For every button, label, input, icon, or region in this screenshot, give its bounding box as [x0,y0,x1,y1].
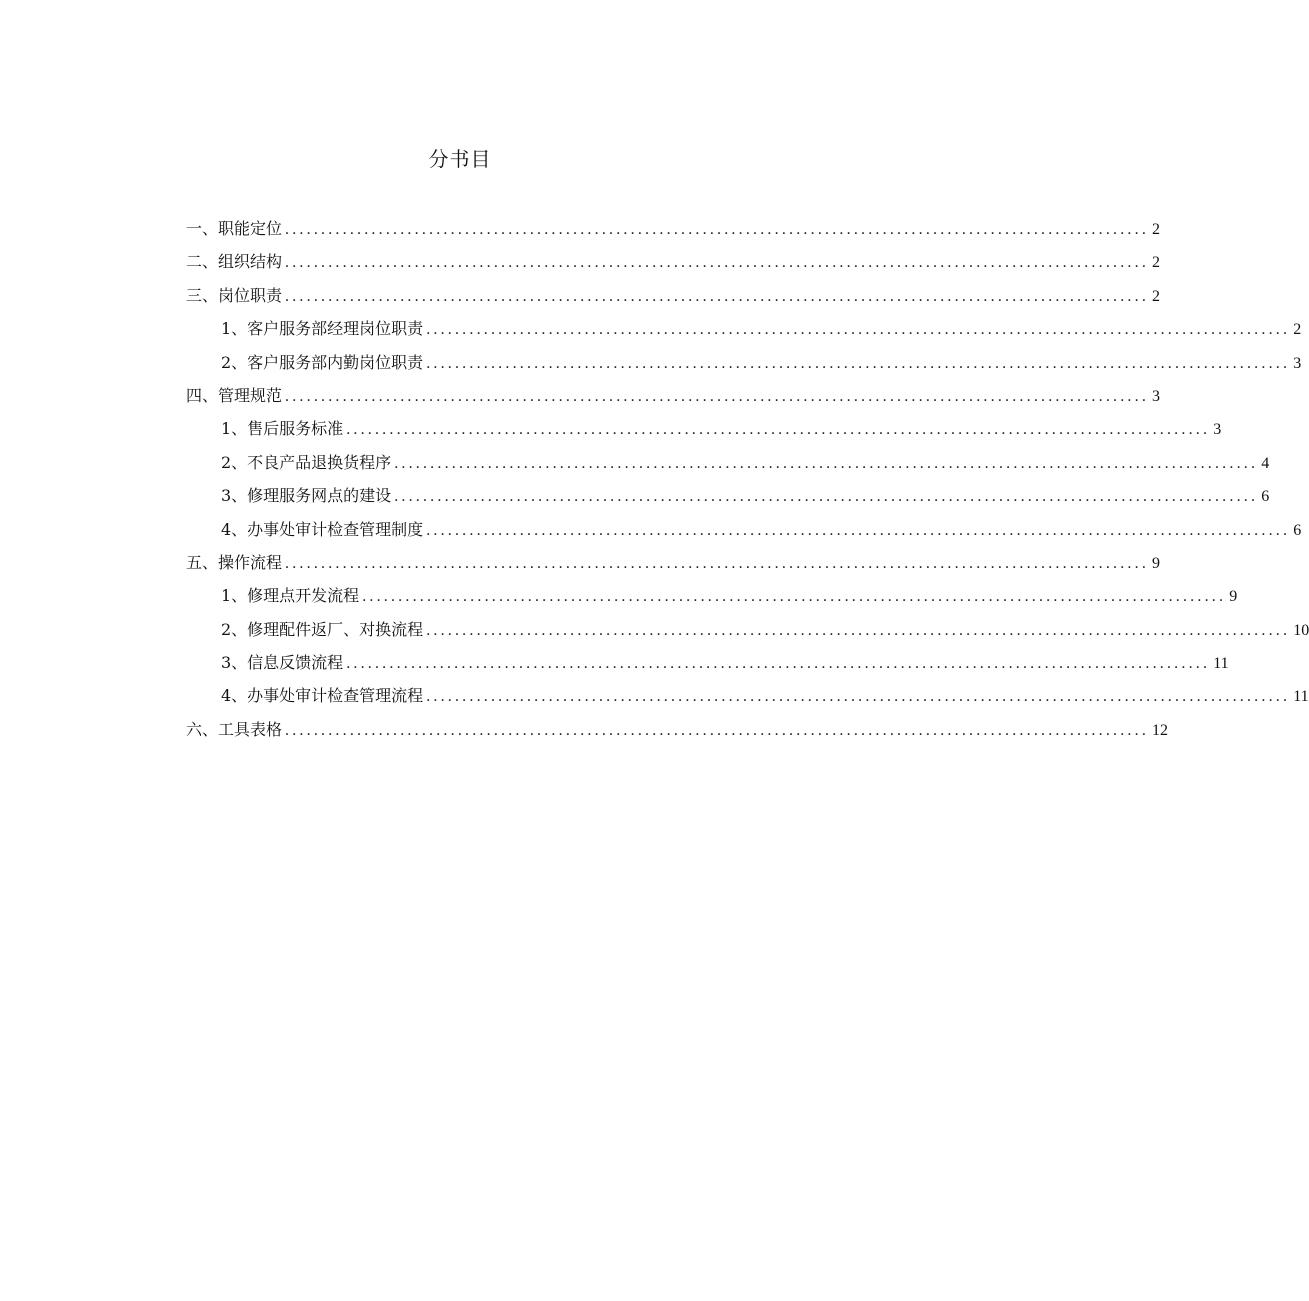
toc-entry-label: 1、售后服务标准 [221,419,344,439]
toc-entry-label: 2、修理配件返厂、对换流程 [221,619,424,639]
toc-entry[interactable] [186,613,1309,646]
toc-entry[interactable] [186,479,1270,512]
toc-entry-label: 3、信息反馈流程 [221,653,344,673]
toc-dot-leader: ........................................................................................................................ [426,621,1291,639]
toc-entry-label: 三、岗位职责 [186,285,283,305]
toc-entry-label: 4、办事处审计检查管理制度 [221,519,424,539]
toc-entry-page-number: 4 [1261,454,1270,472]
toc-entry-page-number: 3 [1152,387,1161,405]
toc-dot-leader: ........................................................................................................................ [285,254,1150,272]
toc-entry-page-number: 2 [1152,287,1161,305]
toc-entry[interactable] [186,679,1309,712]
toc-entry-label: 六、工具表格 [186,719,283,739]
toc-entry-label: 二、组织结构 [186,252,283,272]
toc-entry-label: 1、客户服务部经理岗位职责 [221,319,424,339]
toc-entry-page-number: 6 [1293,521,1302,539]
toc-entry[interactable] [186,446,1270,479]
toc-entry-page-number: 11 [1293,688,1309,706]
toc-entry-page-number: 2 [1152,254,1161,272]
toc-entry-page-number: 3 [1293,354,1302,372]
toc-dot-leader: ........................................................................................................................ [285,721,1150,739]
toc-entry-page-number: 2 [1152,221,1161,238]
toc-entry[interactable] [186,245,1161,278]
toc-entry-page-number: 3 [1213,421,1222,439]
toc-dot-leader: ........................................................................................................................ [426,321,1291,339]
toc-entry[interactable] [186,212,1161,245]
toc-entry[interactable] [186,713,1169,746]
toc-entry[interactable] [186,279,1161,312]
toc-entry-page-number: 12 [1152,721,1169,739]
toc-entry[interactable] [186,546,1161,579]
toc-dot-leader: ........................................................................................................................ [285,554,1150,572]
toc-entry-label: 2、客户服务部内勤岗位职责 [221,352,424,372]
toc-title: 分书目 [428,147,492,171]
toc-entry[interactable] [186,312,1302,345]
toc-entry-page-number: 6 [1261,488,1270,506]
toc-dot-leader: ........................................................................................................................ [285,287,1150,305]
toc-entry-label: 4、办事处审计检查管理流程 [221,686,424,706]
toc-entry-page-number: 11 [1213,655,1229,673]
toc-entry[interactable] [186,579,1238,612]
toc-dot-leader: ........................................................................................................................ [394,454,1259,472]
toc-entry-label: 2、不良产品退换货程序 [221,452,392,472]
toc-dot-leader: ........................................................................................................................ [426,688,1291,706]
toc-dot-leader: ........................................................................................................................ [346,655,1211,673]
toc-entry-page-number: 2 [1293,321,1302,339]
toc-dot-leader: ........................................................................................................................ [285,387,1150,405]
toc-entry[interactable] [186,412,1222,445]
toc-entry[interactable] [186,513,1302,546]
toc-entry-label: 一、职能定位 [186,219,283,238]
toc-entry[interactable] [186,346,1302,379]
toc-entry-page-number: 9 [1152,554,1161,572]
toc-dot-leader: ........................................................................................................................ [394,488,1259,506]
toc-dot-leader: ........................................................................................................................ [426,521,1291,539]
toc-entry-label: 1、修理点开发流程 [221,586,360,606]
toc-dot-leader: ........................................................................................................................ [362,588,1227,606]
toc-dot-leader: ........................................................................................................................ [346,421,1211,439]
toc-dot-leader: ........................................................................................................................ [426,354,1291,372]
toc-entry-page-number: 10 [1293,621,1309,639]
toc-entry-label: 3、修理服务网点的建设 [221,486,392,506]
table-of-contents [186,212,1309,746]
toc-entry-label: 五、操作流程 [186,552,283,572]
toc-entry-page-number: 9 [1229,588,1238,606]
toc-dot-leader: ........................................................................................................................ [285,221,1150,238]
toc-entry[interactable] [186,379,1161,412]
toc-entry-label: 四、管理规范 [186,385,283,405]
toc-entry[interactable] [186,646,1229,679]
